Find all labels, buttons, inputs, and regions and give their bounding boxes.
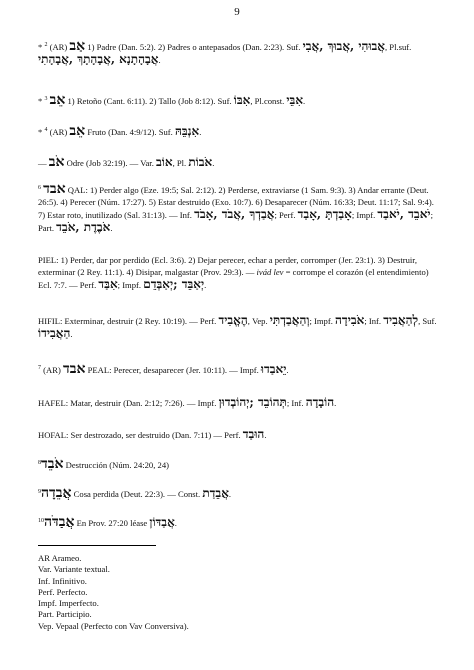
punct: . [110,223,113,233]
definition-part: , Pl.suf. [385,42,412,52]
hebrew-forms: לְהַאֲבִיד [383,313,419,327]
definition: Fruto (Dan. 4:9/12). Suf. [85,127,175,137]
abbreviation-item: Part. Participio. [38,609,92,620]
hebrew-forms: הֶאֱבִיד [218,313,248,327]
headword: אֲבֵדָה [41,485,72,501]
entry-number: 10 [38,518,44,525]
entry-number: 8 [38,460,41,467]
definition-part: , Suf. [418,316,437,326]
definition: En Prov. 27:20 léase [74,518,150,528]
definition: Cosa perdida (Deut. 22:3). — Const. [71,489,203,499]
entry-abad-qal [38,183,438,234]
headword: אֹבֵד [41,456,64,472]
definition-part: ; Inf. [364,316,384,326]
headword: אֹב [48,154,65,170]
entry-abad-hofal [38,428,438,441]
hebrew-forms: יֵאבַדוּ [260,362,287,376]
definition: 1) Retoño (Cant. 6:11). 2) Tallo (Job 8:12). Suf. [65,96,234,106]
punct: . [334,398,337,408]
hebrew-forms: הוֹבָדָה [305,395,335,409]
definition: PEAL: Perecer, desaparecer (Jer. 10:11). — Impf. [85,365,261,375]
entry-marker: * [38,42,45,52]
definition-part: , Pl.const. [250,96,287,106]
hebrew-forms: אֲבוּהִי ,אֲבוּךְ ,אֲבִי [302,39,385,53]
abbreviation-item: Impf. Imperfecto. [38,598,99,609]
hebrew-forms: אֲבַדְךָ ,אֲבֹד ,אָבֹד [194,207,275,221]
definition-part: ; Perf. [274,210,298,220]
definition-part: , Vep. [247,316,270,326]
hebrew-forms: הוּבַד [242,427,265,441]
entry-abad-hafel [38,396,438,409]
entry-number: 3 [44,96,48,103]
punct: . [264,430,267,440]
definition-part: , Pl. [172,158,189,168]
entry-abad-hifil [38,314,438,340]
definition-part: = corrompe el corazón (el entendimiento) Ecl. 7:7. — Perf. [38,267,429,290]
hebrew-forms: אִבֵּי [286,93,304,107]
punct: . [158,55,161,65]
hebrew-forms: אָבַדְתָּ ,אָבַד [297,207,352,221]
headword: אבד [62,361,86,377]
page-number: 9 [234,6,240,18]
hebrew-forms: אֲבָהָתָנָא ,אֲבָהָתָךְ ,אֲבָהָתִי [38,52,159,66]
definition-part: ; Part. [38,210,433,233]
headword: אֵב [69,123,86,139]
definition: HOFAL: Ser destrozado, ser destruido (Dan. 7:11) — Perf. [38,430,243,440]
entry-lang: (AR) [41,365,63,375]
hebrew-forms: אֲבַדּוֹן [149,515,175,529]
definition: Destrucción (Núm. 24:20, 24) [63,460,169,470]
footnote-divider [38,545,156,546]
dash: — [38,158,49,168]
entry-marker: * [38,96,45,106]
headword: אַב [69,38,86,54]
punct: . [212,158,215,168]
hebrew-forms: אֹבִידָה [335,313,365,327]
punct: . [303,96,306,106]
hebrew-forms: יְאַבֵּד ;יְאַבְּדֵם [143,277,205,291]
punct: . [174,518,177,528]
hebrew-forms: אִבּוֹ [233,93,251,107]
abbreviation-item: Vep. Vepaal (Perfecto con Vav Conversiva). [38,620,189,631]
headword: אבד [43,181,66,197]
hebrew-forms: אִבַּד [98,277,118,291]
definition: PIEL: 1) Perder, dar por perdido (Ecl. 3:6). 2) Dejar perecer, echar a perder, corromper (Jer. 23:1). 3) Destruir, exterminar (2 Rey. 11:1). 4) Disipar, malgastar (Prov. 29:3). — [38,255,417,277]
abbreviation-item: AR Arameo. [38,553,82,563]
entry-number: 7 [38,365,41,372]
entry-abedah [38,487,438,500]
entry-lang: (AR) [47,42,70,52]
abbreviation-item: Perf. Perfecto. [38,586,88,597]
punct: . [70,329,73,339]
entry-number: 9 [38,489,41,496]
hebrew-forms: וְהַאֲבַדְתִּי [269,313,310,327]
entry-number: 6 [38,185,41,192]
punct: . [199,127,202,137]
abbreviations-list [38,553,338,632]
entry-number: 2 [44,42,48,49]
definition-part: ; Impf. [351,210,378,220]
hebrew-forms: יֹאבֵד ,יֹאבַד [377,207,431,221]
punct: . [228,489,232,499]
hebrew-forms: הַאֲבִידוֹ [38,326,71,340]
definition-part: ; Impf. [117,280,144,290]
hebrew-forms: תְּהוֹבֵד ;יְהוֹבְדוּן [218,395,287,409]
entry-abad-peal [38,363,438,376]
hebrew-forms: אוֹב [156,155,173,169]
definition: HIFIL: Exterminar, destruir (2 Rey. 10:19). — Perf. [38,316,219,326]
entry-ab-aramaic [38,40,438,66]
abbreviation-item: Inf. Infinitivo. [38,575,87,586]
hebrew-forms: אִנְבֵּהּ [174,124,200,138]
entry-lang: (AR) [47,127,70,137]
entry-ob [38,156,438,169]
definition: 1) Padre (Dan. 5:2). 2) Padres o antepasados (Dan. 2:23). Suf. [85,42,303,52]
entry-obed [38,458,438,471]
abbreviation-item: Var. Variante textual. [38,564,110,575]
headword: אֲבַדֹּה [44,514,75,530]
definition: QAL: 1) Perder algo (Eze. 19:5; Sal. 2:12). 2) Perderse, extraviarse (1 Sam. 9:3). 3) Andar errante (Deut. 26:5). 4) Perecer (Núm. 17:27). 5) Estar destruido (Exo. 10:7). 6) Desaparecer (Núm. 16:33; Deut. 11:17; Sal. 9:4). 7) Estar roto, inutilizado (Sal. 31:13). — Inf. [38,185,434,220]
hebrew-forms: אֹבוֹת [188,155,213,169]
definition: HAFEL: Matar, destruir (Dan. 2:12; 7:26). — Impf. [38,398,219,408]
entry-marker: * [38,127,45,137]
entry-abad-piel [38,254,438,291]
entry-number: 4 [44,127,48,134]
entry-eb-aramaic [38,125,438,138]
hebrew-forms: אֲבֵדַת [202,486,229,500]
transliteration: ivád lev [256,267,284,277]
headword: אֵב [49,92,66,108]
entry-abadoh [38,516,438,529]
definition-part: ; Inf. [286,398,306,408]
definition-part: ; Impf. [309,316,336,326]
punct: . [204,280,207,290]
entry-eb [38,94,438,107]
definition: Odre (Job 32:19). — Var. [64,158,156,168]
punct: . [286,365,289,375]
hebrew-forms: אֹבֶדֶת ,אֹבֵד [56,220,111,234]
